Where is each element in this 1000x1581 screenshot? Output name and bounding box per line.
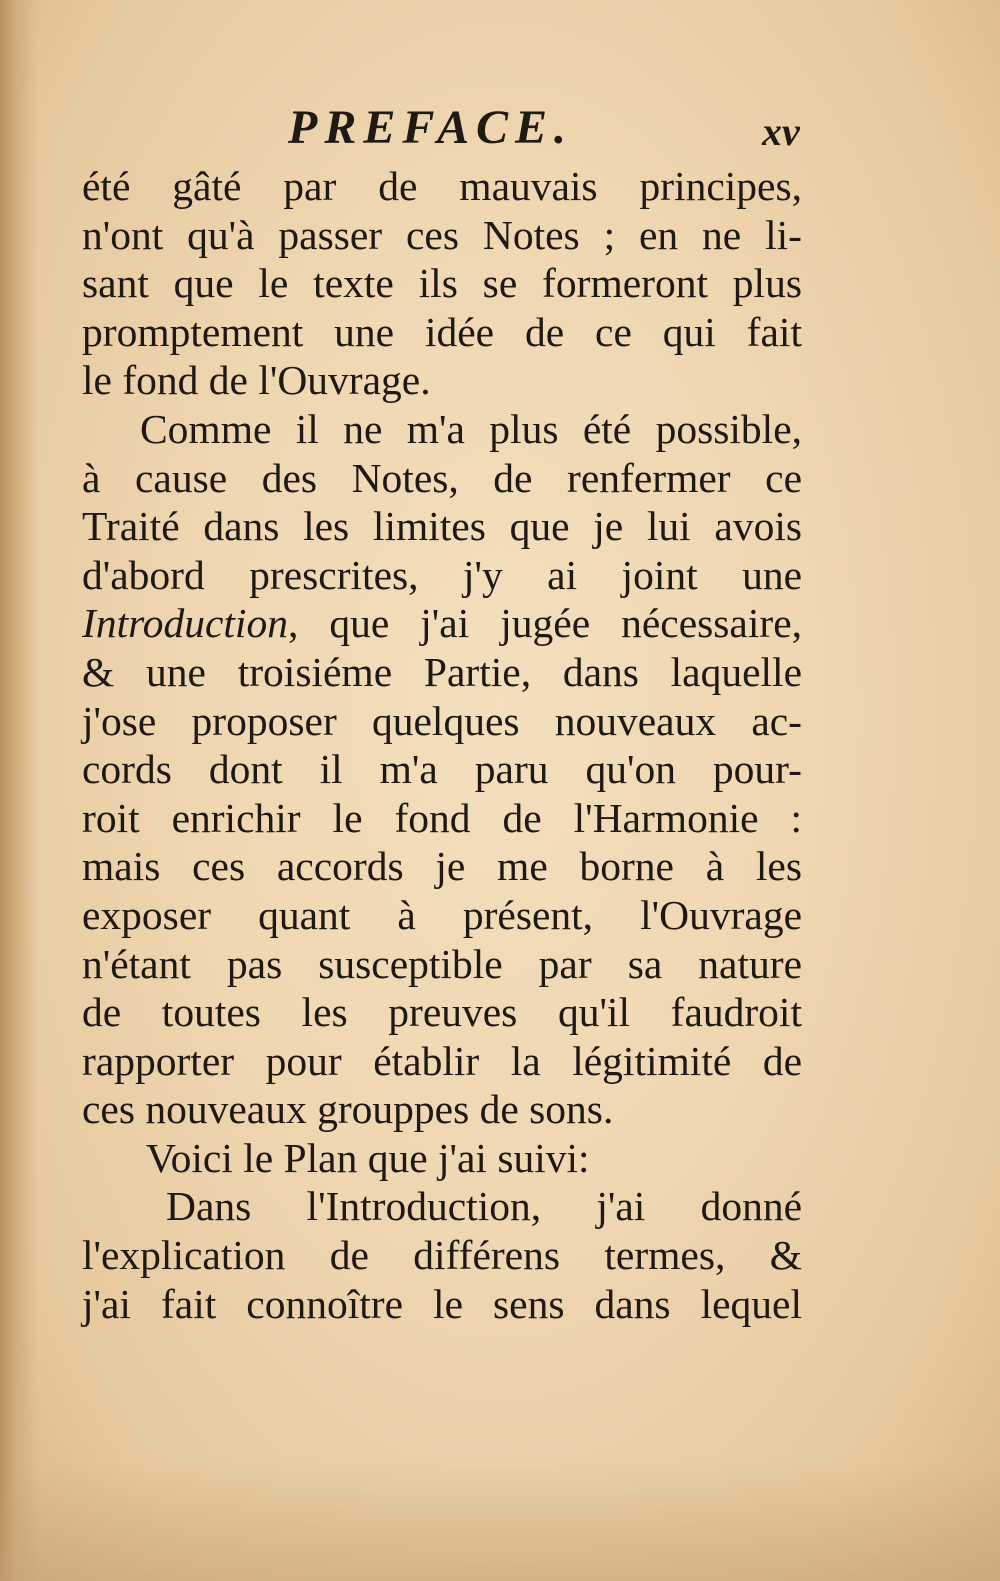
page-number: xv [762, 109, 800, 154]
text-line: & une troisiéme Partie, dans laquelle [82, 648, 802, 695]
text-line: j'ose proposer quelques nouveaux ac- [82, 697, 802, 744]
text-line: à cause des Notes, de renfermer ce [82, 454, 802, 501]
page-bottom-shade [0, 1461, 1000, 1581]
page-binding-edge [0, 0, 38, 1581]
text-line: Comme il ne m'a plus été possible, [140, 405, 802, 452]
text-line: de toutes les preuves qu'il faudroit [82, 989, 802, 1036]
text-line: n'ont qu'à passer ces Notes ; en ne li- [82, 211, 802, 258]
text-line: Traité dans les limites que je lui avois [82, 503, 802, 550]
text-line: mais ces accords je me borne à les [82, 843, 802, 890]
page-header [0, 100, 1000, 170]
text-line-with-italic: Introduction, que j'ai jugée nécessaire, [82, 600, 802, 647]
text-line: l'explication de différens termes, & [82, 1232, 802, 1279]
text-line: promptement une idée de ce qui fait [82, 308, 802, 355]
text-line: été gâté par de mauvais principes, [82, 163, 802, 209]
text-line: sant que le texte ils se formeront plus [82, 260, 802, 307]
text-line: cords dont il m'a paru qu'on pour- [82, 746, 802, 793]
text-line: exposer quant à présent, l'Ouvrage [82, 891, 802, 938]
text-line: le fond de l'Ouvrage. [82, 357, 431, 404]
text-line: d'abord prescrites, j'y ai joint une [82, 551, 802, 598]
text-line: ces nouveaux grouppes de sons. [82, 1086, 614, 1133]
text-line: j'ai fait connoître le sens dans lequel [82, 1280, 802, 1327]
text-line: roit enrichir le fond de l'Harmonie : [82, 794, 802, 841]
running-title: PREFACE. [288, 101, 574, 154]
text-line: Dans l'Introduction, j'ai donné [166, 1183, 802, 1230]
body-text [82, 162, 802, 1328]
italic-word: Introduction [82, 600, 288, 647]
text-line: rapporter pour établir la légitimité de [82, 1037, 802, 1084]
text-line: Voici le Plan que j'ai suivi: [146, 1134, 590, 1181]
text-line: n'étant pas susceptible par sa nature [82, 940, 802, 987]
